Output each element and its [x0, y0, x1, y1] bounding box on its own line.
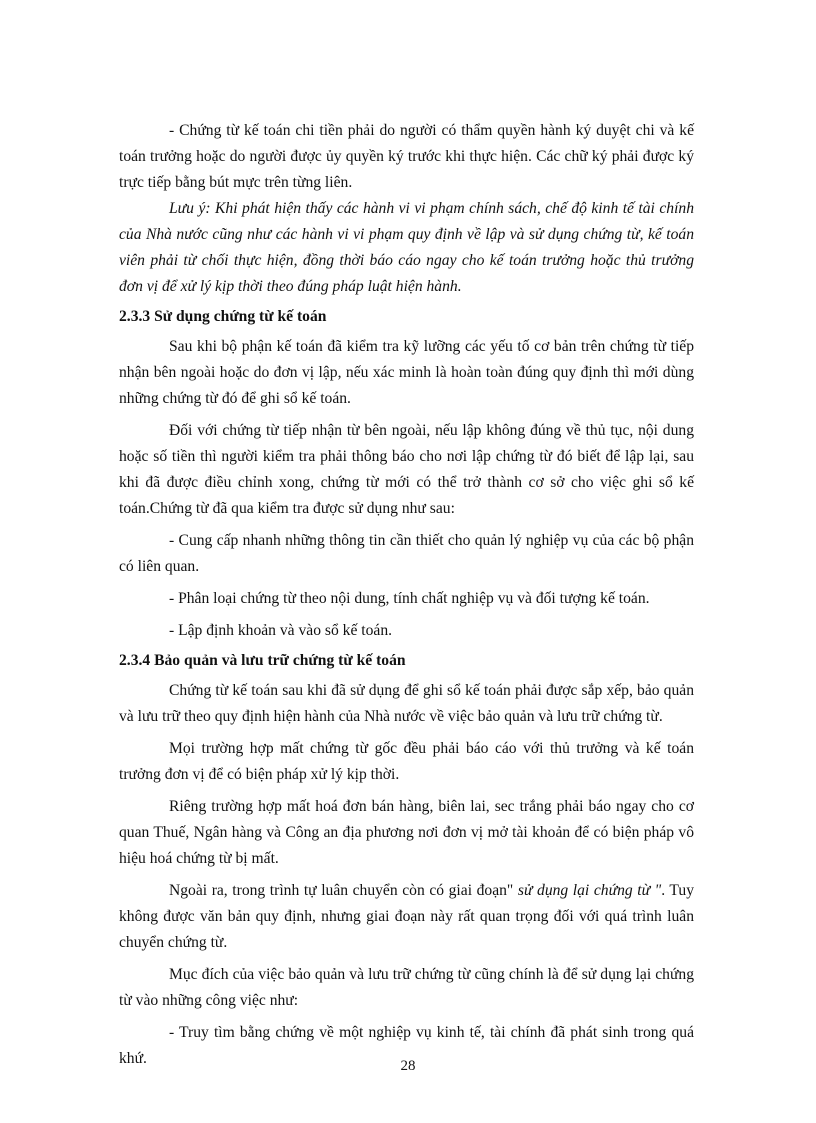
paragraph-reuse-stage	[119, 878, 694, 956]
paragraph-using-vouchers: Sau khi bộ phận kế toán đã kiểm tra kỹ lưỡng các yếu tố cơ bản trên chứng từ tiếp nhận bên ngoài hoặc do đơn vị lập, nếu xác minh là hoàn toàn đúng quy định thì mới dùng những chứng từ đó để ghi sổ kế toán.	[119, 338, 694, 407]
page-body	[119, 118, 694, 1072]
paragraph-storage: Chứng từ kế toán sau khi đã sử dụng để ghi sổ kế toán phải được sắp xếp, bảo quản và lưu trữ theo quy định hiện hành của Nhà nước về việc bảo quản và lưu trữ chứng từ.	[119, 682, 694, 725]
page-number: 28	[400, 1058, 416, 1074]
paragraph-approval-signatures: - Chứng từ kế toán chi tiền phải do người có thẩm quyền hành ký duyệt chi và kế toán trưởng hoặc do người được ủy quyền ký trước khi thực hiện. Các chữ ký phải được ký trực tiếp bằng bút mực trên từng liên.	[119, 122, 694, 191]
bullet-provide-information: - Cung cấp nhanh những thông tin cần thiết cho quản lý nghiệp vụ của các bộ phận có liên quan.	[119, 532, 694, 575]
reuse-stage-text-end: . Tuy không được văn bản quy định, nhưng giai đoạn này rất quan trọng đối với quá trình luân chuyển chứng từ.	[119, 882, 695, 951]
paragraph-external-vouchers: Đối với chứng từ tiếp nhận từ bên ngoài, nếu lập không đúng về thủ tục, nội dung hoặc số tiền thì người kiểm tra phải thông báo cho nơi lập chứng từ đó biết để lập lại, sau khi đã được điều chỉnh xong, chứng từ mới có thể trở thành cơ sở cho việc ghi sổ kế toán.Chứng từ đã qua kiểm tra được sử dụng như sau:	[119, 422, 694, 517]
paragraph-purpose: Mục đích của việc bảo quản và lưu trữ chứng từ cũng chính là để sử dụng lại chứng từ vào những công việc như:	[119, 966, 694, 1009]
reuse-stage-text-start: Ngoài ra, trong trình tự luân chuyển còn có giai đoạn"	[169, 882, 518, 899]
heading-2-3-3: 2.3.3 Sử dụng chứng từ kế toán	[119, 308, 327, 325]
bullet-journal-entries: - Lập định khoản và vào sổ kế toán.	[169, 622, 393, 639]
paragraph-lost-vouchers: Mọi trường hợp mất chứng từ gốc đều phải báo cáo với thủ trưởng và kế toán trưởng đơn vị để có biện pháp xử lý kịp thời.	[119, 740, 694, 783]
note-violations: Lưu ý: Khi phát hiện thấy các hành vi vi phạm chính sách, chế độ kinh tế tài chính của Nhà nước cũng như các hành vi vi phạm quy định về lập và sử dụng chứng từ, kế toán viên phải từ chối thực hiện, đồng thời báo cáo ngay cho kế toán trưởng hoặc thủ trưởng đơn vị để xử lý kịp thời theo đúng pháp luật hiện hành.	[119, 200, 694, 295]
paragraph-lost-invoices: Riêng trường hợp mất hoá đơn bán hàng, biên lai, sec trắng phải báo ngay cho cơ quan Thuế, Ngân hàng và Công an địa phương nơi đơn vị mở tài khoản để có biện pháp vô hiệu hoá chứng từ bị mất.	[119, 798, 694, 867]
bullet-classify-vouchers: - Phân loại chứng từ theo nội dung, tính chất nghiệp vụ và đối tượng kế toán.	[169, 590, 650, 607]
reuse-stage-emphasis: sử dụng lại chứng từ "	[517, 882, 662, 899]
bullet-trace-evidence: - Truy tìm bằng chứng về một nghiệp vụ kinh tế, tài chính đã phát sinh trong quá khứ.	[119, 1024, 694, 1067]
heading-2-3-4: 2.3.4 Bảo quản và lưu trữ chứng từ kế toán	[119, 652, 406, 669]
